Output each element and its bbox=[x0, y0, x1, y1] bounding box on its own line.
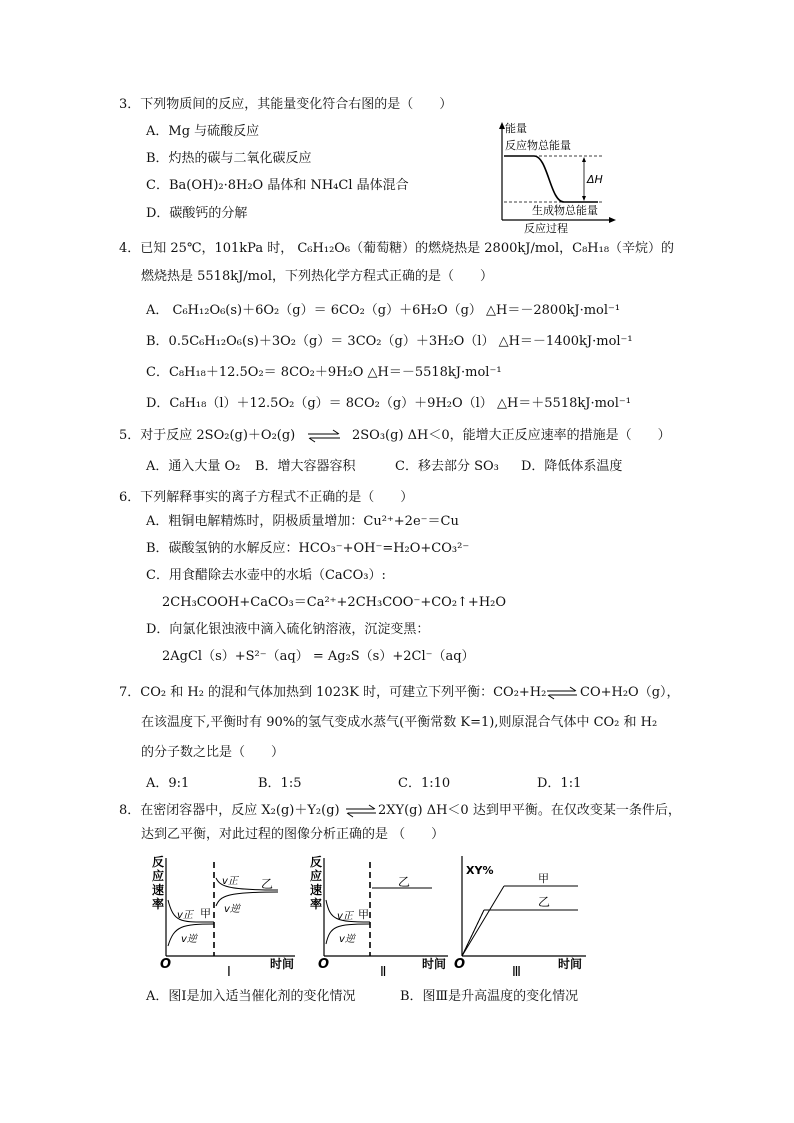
q7-option-a: A．9:1 bbox=[146, 776, 190, 791]
q3-option-a: A．Mg 与硫酸反应 bbox=[146, 124, 260, 139]
q7-option-d: D．1:1 bbox=[537, 776, 582, 791]
q8-figure-2 bbox=[308, 852, 456, 982]
equilibrium-arrow-icon bbox=[306, 428, 342, 444]
fig3-ylabel: XY% bbox=[466, 864, 494, 877]
q8-stem-line2: 达到乙平衡，对此过程的图像分析正确的是 （ ） bbox=[141, 827, 445, 842]
fig2-yi: 乙 bbox=[398, 875, 411, 889]
q3-option-d: D．碳酸钙的分解 bbox=[146, 206, 248, 221]
q3-fig-ylabel: 能量 bbox=[505, 122, 527, 135]
q8-figure-3 bbox=[452, 852, 592, 982]
fig1-v-neg-2: v逆 bbox=[224, 904, 240, 915]
q4-stem-line1: 4．已知 25℃，101kPa 时， C₆H₁₂O₆（葡萄糖）的燃烧热是 2800kJ/mol，C₈H₁₈（辛烷）的 bbox=[119, 241, 675, 256]
q3-fig-top-label: 反应物总能量 bbox=[505, 139, 571, 152]
q5-option-b: B．增大容器容积 bbox=[255, 459, 356, 474]
q7-stem-line1b: CO+H₂O（g）， bbox=[580, 685, 680, 700]
q7-option-b: B．1:5 bbox=[258, 776, 302, 791]
q3-fig-bottom-label: 生成物总能量 bbox=[532, 204, 598, 217]
q6-option-d: D．向氯化银浊液中滴入硫化钠溶液，沉淀变黑： bbox=[146, 622, 430, 637]
fig2-ylabel-1: 反 bbox=[310, 855, 323, 869]
q6-option-d-equation: 2AgCl（s）+S²⁻（aq） = Ag₂S（s）+2Cl⁻（aq） bbox=[162, 649, 475, 664]
q3-option-c: C．Ba(OH)₂·8H₂O 晶体和 NH₄Cl 晶体混合 bbox=[146, 178, 409, 193]
q3-energy-diagram bbox=[490, 118, 620, 234]
fig1-roman: Ⅰ bbox=[227, 965, 231, 980]
fig2-v-pos: v正 bbox=[337, 911, 353, 922]
fig2-origin: O bbox=[318, 957, 330, 972]
q3-option-b: B．灼热的碳与二氧化碳反应 bbox=[146, 151, 312, 166]
q8-option-a: A．图Ⅰ是加入适当催化剂的变化情况 bbox=[146, 989, 356, 1004]
q6-stem: 6．下列解释事实的离子方程式不正确的是（ ） bbox=[119, 490, 414, 505]
q3-fig-xlabel: 反应过程 bbox=[524, 222, 568, 234]
q3-fig-delta: ΔH bbox=[587, 173, 603, 186]
fig2-v-neg: v逆 bbox=[339, 934, 355, 945]
q8-figure-1 bbox=[150, 852, 300, 982]
q5-stem-a: 5．对于反应 2SO₂(g)＋O₂(g) bbox=[119, 428, 296, 443]
fig1-v-pos-2: v正 bbox=[222, 876, 238, 887]
fig2-ylabel-3: 速 bbox=[310, 883, 323, 897]
q6-option-c: C．用食醋除去水壶中的水垢（CaCO₃）: bbox=[146, 568, 386, 583]
fig3-jia: 甲 bbox=[538, 872, 549, 885]
fig3-origin: O bbox=[454, 957, 466, 972]
equilibrium-arrow-icon bbox=[344, 803, 378, 819]
q4-option-b: B．0.5C₆H₁₂O₆(s)＋3O₂（g）＝ 3CO₂（g）＋3H₂O（l） △H＝－1400kJ·mol⁻¹ bbox=[146, 334, 633, 349]
q4-stem-line2: 燃烧热是 5518kJ/mol，下列热化学方程式正确的是（ ） bbox=[141, 269, 493, 284]
q4-option-d: D．C₈H₁₈（l）＋12.5O₂（g）＝ 8CO₂（g）＋9H₂O（l） △H＝＋5518kJ·mol⁻¹ bbox=[146, 396, 631, 411]
fig2-jia: 甲 bbox=[358, 908, 369, 921]
fig2-roman: Ⅱ bbox=[380, 965, 387, 980]
fig2-ylabel-4: 率 bbox=[310, 897, 323, 911]
q7-stem-line1a: 7．CO₂ 和 H₂ 的混和气体加热到 1023K 时，可建立下列平衡：CO₂+H₂ bbox=[119, 685, 547, 700]
equilibrium-arrow-icon bbox=[545, 685, 579, 701]
fig1-ylabel-2: 应 bbox=[152, 869, 165, 883]
fig1-yi: 乙 bbox=[261, 877, 274, 891]
q5-option-a: A．通入大量 O₂ bbox=[146, 459, 241, 474]
q8-stem-line1a: 8．在密闭容器中，反应 X₂(g)＋Y₂(g) bbox=[119, 803, 340, 818]
fig1-ylabel-3: 速 bbox=[152, 883, 165, 897]
q5-stem-b: 2SO₃(g) ΔH＜0，能增大正反应速率的措施是（ ） bbox=[352, 428, 671, 443]
q4-option-c: C．C₈H₁₈＋12.5O₂＝ 8CO₂＋9H₂O △H＝－5518kJ·mol⁻¹ bbox=[146, 365, 502, 380]
q6-option-c-equation: 2CH₃COOH+CaCO₃＝Ca²⁺+2CH₃COO⁻+CO₂↑+H₂O bbox=[162, 595, 507, 610]
fig2-ylabel-2: 应 bbox=[310, 869, 323, 883]
q6-option-b: B．碳酸氢钠的水解反应：HCO₃⁻+OH⁻=H₂O+CO₃²⁻ bbox=[146, 541, 470, 556]
q6-option-a: A．粗铜电解精炼时，阴极质量增加：Cu²⁺+2e⁻＝Cu bbox=[146, 514, 459, 529]
q8-stem-line1b: 2XY(g) ΔH＜0 达到甲平衡。在仅改变某一条件后， bbox=[378, 803, 681, 818]
q5-option-c: C．移去部分 SO₃ bbox=[395, 459, 499, 474]
fig2-xlabel: 时间 bbox=[422, 957, 447, 971]
fig1-v-pos-1: v正 bbox=[177, 910, 193, 921]
fig1-xlabel: 时间 bbox=[270, 957, 295, 971]
fig1-v-neg-1: v逆 bbox=[181, 934, 197, 945]
q4-option-a: A． C₆H₁₂O₆(s)＋6O₂（g）＝ 6CO₂（g）＋6H₂O（g） △H＝－2800kJ·mol⁻¹ bbox=[146, 303, 621, 318]
fig3-xlabel: 时间 bbox=[558, 957, 583, 971]
q7-option-c: C．1:10 bbox=[398, 776, 451, 791]
fig1-ylabel-4: 率 bbox=[152, 897, 165, 911]
q8-option-b: B．图Ⅲ是升高温度的变化情况 bbox=[400, 989, 579, 1004]
fig1-ylabel-1: 反 bbox=[152, 855, 165, 869]
fig1-origin: O bbox=[160, 957, 172, 972]
q3-stem: 3．下列物质间的反应，其能量变化符合右图的是（ ） bbox=[119, 97, 453, 112]
fig1-jia: 甲 bbox=[200, 907, 211, 920]
q7-stem-line2: 在该温度下,平衡时有 90%的氢气变成水蒸气(平衡常数 K=1),则原混合气体中 CO₂ 和 H₂ bbox=[141, 715, 658, 730]
fig3-roman: Ⅲ bbox=[512, 965, 521, 980]
q5-option-d: D．降低体系温度 bbox=[521, 459, 623, 474]
fig3-yi: 乙 bbox=[538, 895, 551, 909]
q7-stem-line3: 的分子数之比是（ ） bbox=[141, 745, 285, 760]
